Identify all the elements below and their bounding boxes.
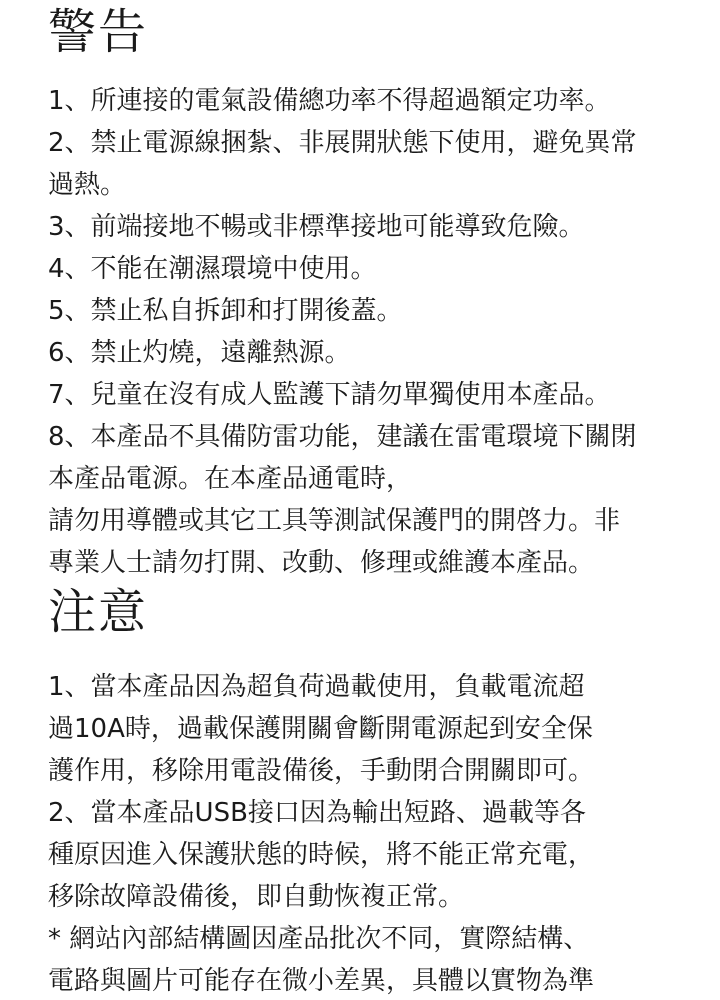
caution-item-1-line-2: 過10A時，過載保護開關會斷開電源起到安全保 — [48, 714, 593, 744]
warning-item-8-line-1: 8、本產品不具備防雷功能，建議在雷電環境下關閉 — [48, 422, 637, 452]
warning-item-4 — [48, 248, 698, 290]
warning-item-1 — [48, 80, 698, 122]
warning-heading: 警告 — [48, 4, 149, 60]
caution-item-2 — [48, 792, 698, 918]
warning-item-6 — [48, 332, 698, 374]
warning-item-2-line-2: 過熱。 — [48, 170, 127, 200]
warning-item-8-line-3: 請勿用導體或其它工具等測試保護門的開啓力。非 — [48, 506, 621, 536]
warning-item-7 — [48, 374, 698, 416]
warning-item-5-line-1: 5、禁止私自拆卸和打開後蓋。 — [48, 296, 403, 326]
warning-item-7-line-1: 7、兒童在沒有成人監護下請勿單獨使用本產品。 — [48, 380, 611, 410]
caution-item-1-line-3: 護作用，移除用電設備後，手動閉合開關即可。 — [48, 756, 595, 786]
warning-item-3 — [48, 206, 698, 248]
warning-item-3-line-1: 3、前端接地不暢或非標準接地可能導致危險。 — [48, 212, 585, 242]
caution-footnote — [48, 918, 698, 1000]
warning-item-4-line-1: 4、不能在潮濕環境中使用。 — [48, 254, 377, 284]
caution-item-1 — [48, 666, 698, 792]
caution-item-1-line-1: 1、當本產品因為超負荷過載使用，負載電流超 — [48, 672, 585, 702]
caution-item-2-line-1: 2、當本產品USB接口因為輸出短路、過載等各 — [48, 798, 586, 828]
warning-item-5 — [48, 290, 698, 332]
warning-item-1-line-1: 1、所連接的電氣設備總功率不得超過額定功率。 — [48, 86, 611, 116]
caution-heading: 注意 — [48, 584, 149, 640]
warning-item-2 — [48, 122, 698, 206]
caution-item-2-line-2: 種原因進入保護狀態的時候，將不能正常充電， — [48, 840, 595, 870]
warning-item-6-line-1: 6、禁止灼燒，遠離熱源。 — [48, 338, 351, 368]
caution-item-2-line-3: 移除故障設備後，即自動恢複正常。 — [48, 882, 465, 912]
warning-item-8-line-2: 本產品電源。在本產品通電時， — [48, 464, 413, 494]
caution-footnote-line-2: 電路與圖片可能存在微小差異，具體以實物為準 — [48, 966, 595, 996]
warning-item-8 — [48, 416, 698, 584]
caution-footnote-line-1: * 網站內部結構圖因產品批次不同，實際結構、 — [48, 924, 590, 954]
warning-item-2-line-1: 2、禁止電源線捆紮、非展開狀態下使用，避免異常 — [48, 128, 637, 158]
warning-item-8-line-4: 專業人士請勿打開、改動、修理或維護本產品。 — [48, 548, 595, 578]
